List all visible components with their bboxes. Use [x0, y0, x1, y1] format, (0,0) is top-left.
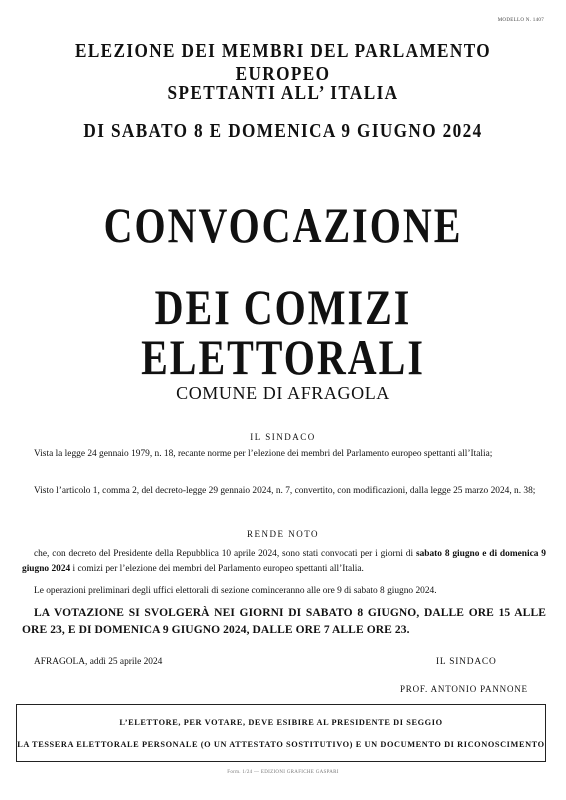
signature-name: PROF. ANTONIO PANNONE [400, 684, 528, 694]
paragraph-decreto: Visto l’articolo 1, comma 2, del decreto-legge 29 gennaio 2024, n. 7, convertito, con modificazioni, dalla legge 25 marzo 2024, n. 38; [34, 486, 536, 496]
model-number: MODELLO N. 1407 [497, 18, 544, 23]
convocazione-text-c: i comizi per l’elezione dei membri del Parlamento europeo spettanti all’Italia. [70, 564, 364, 574]
title-line-1: CONVOCAZIONE [103, 197, 463, 253]
elector-notice-line-1: L’ELETTORE, PER VOTARE, DEVE ESIBIRE AL PRESIDENTE DI SEGGIO [119, 718, 443, 727]
header-line-3: DI SABATO 8 E DOMENICA 9 GIUGNO 2024 [83, 120, 483, 142]
paragraph-convocazione [22, 547, 546, 577]
votazione-notice: LA VOTAZIONE SI SVOLGERÀ NEI GIORNI DI SABATO 8 GIUGNO, DALLE ORE 15 ALLE ORE 23, E DI DOMENICA 9 GIUGNO 2024, DALLE ORE 7 ALLE ORE 23. [22, 607, 546, 636]
header-line-1: ELEZIONE DEI MEMBRI DEL PARLAMENTO EUROPEO [74, 40, 491, 85]
elector-notice-box [16, 704, 546, 762]
printer-footer: Form. 1/24 — EDIZIONI GRAFICHE GASPARI [227, 770, 339, 775]
convocazione-text-a: che, con decreto del Presidente della Repubblica 10 aprile 2024, sono stati convocati per i giorni di [34, 549, 416, 559]
elector-notice-line-2: LA TESSERA ELETTORALE PERSONALE (O UN ATTESTATO SOSTITUTIVO) E UN DOCUMENTO DI RICONOSCIMENTO [17, 740, 545, 749]
place-date: AFRAGOLA, addì 25 aprile 2024 [34, 657, 163, 667]
convocazione-dates: sabato 8 giugno e di domenica 9 giugno 2024 [22, 549, 546, 574]
paragraph-operazioni: Le operazioni preliminari degli uffici elettorali di sezione cominceranno alle ore 9 di sabato 8 giugno 2024. [34, 586, 437, 596]
header-line-2: SPETTANTI ALL’ ITALIA [167, 82, 399, 104]
comune-name: COMUNE DI AFRAGOLA [176, 383, 390, 403]
paragraph-legge: Vista la legge 24 gennaio 1979, n. 18, recante norme per l’elezione dei membri del Parlamento europeo spettanti all’Italia; [34, 449, 493, 459]
sindaco-heading: IL SINDACO [250, 432, 316, 442]
rende-noto-heading: RENDE NOTO [246, 529, 320, 539]
title-line-2: DEI COMIZI ELETTORALI [141, 279, 425, 385]
signature-role: IL SINDACO [436, 657, 497, 667]
